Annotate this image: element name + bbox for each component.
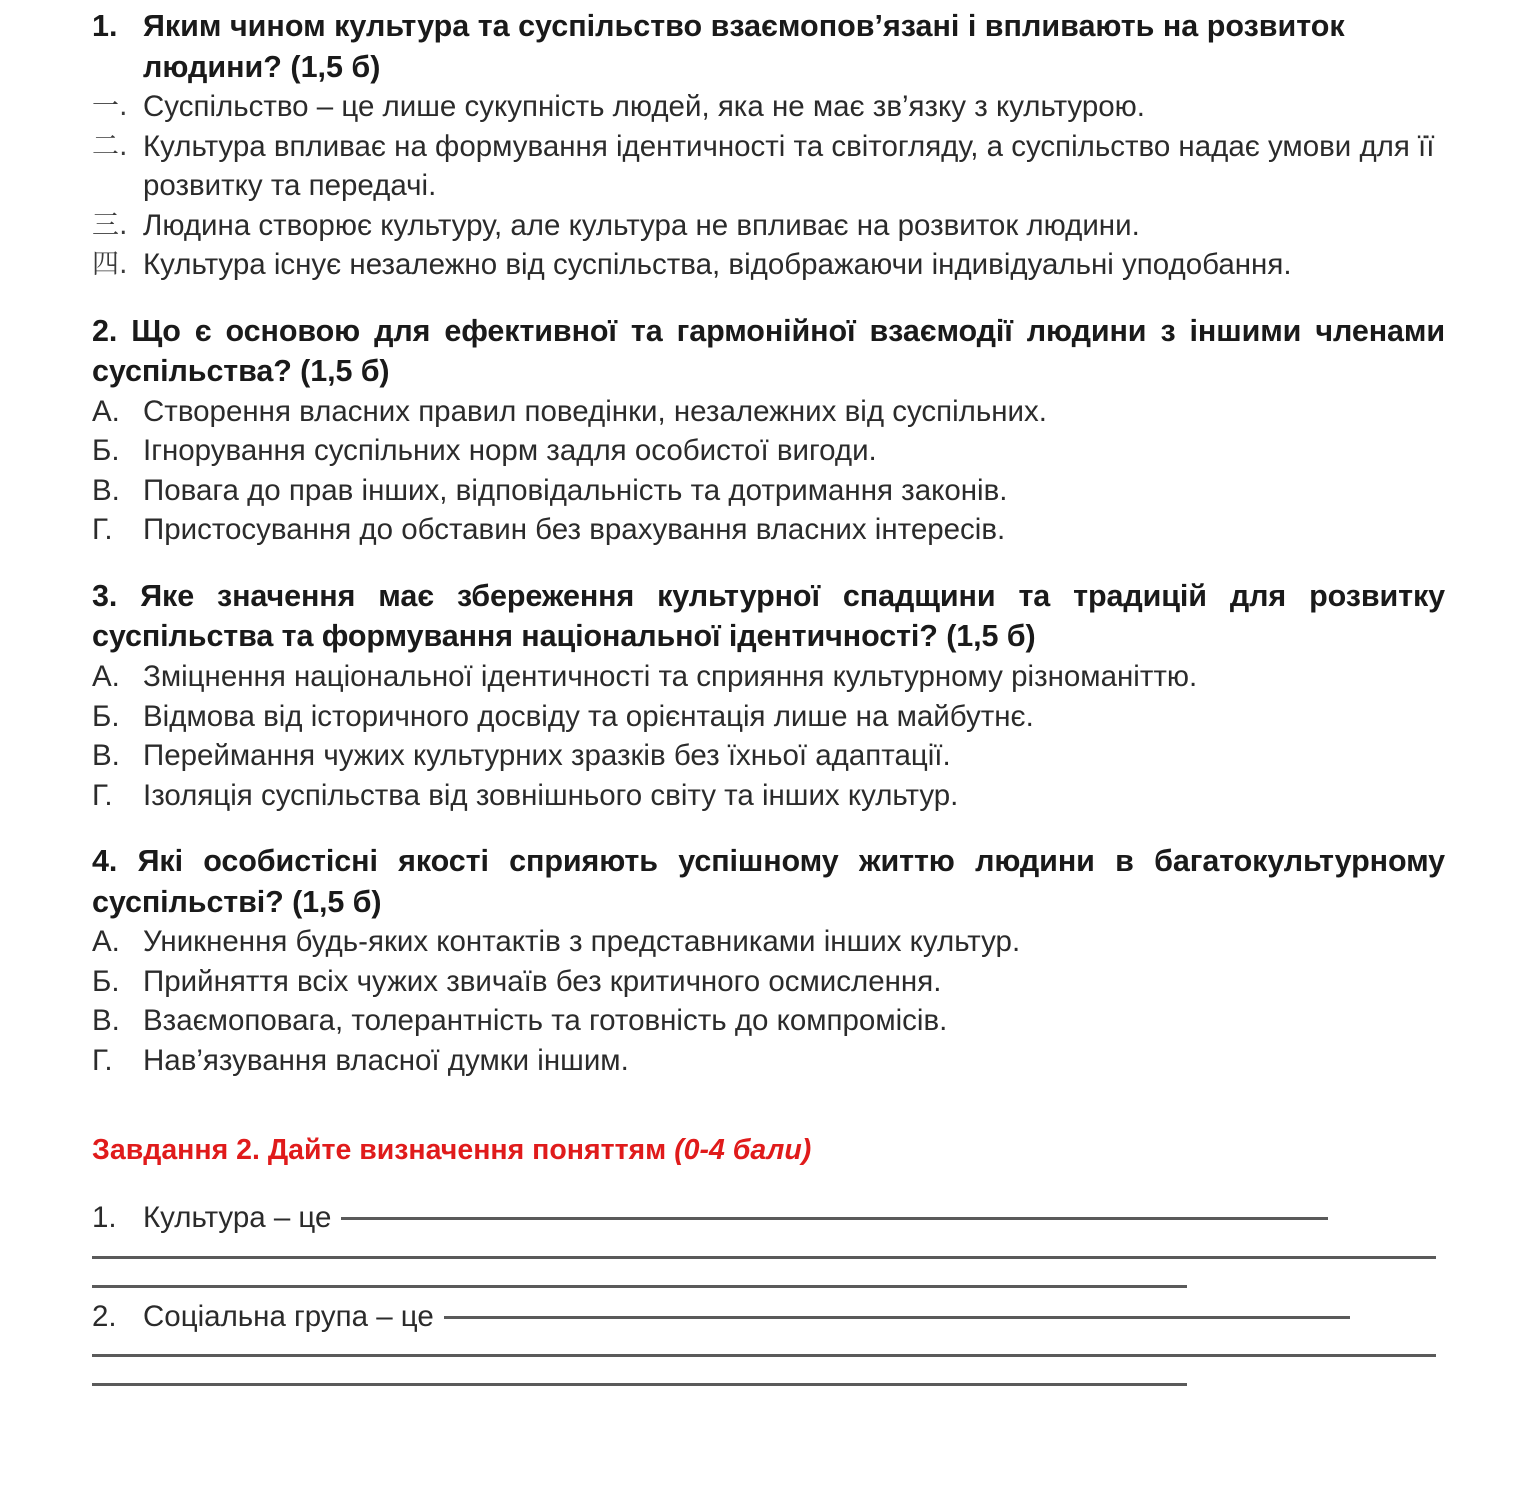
question-block-2 — [92, 311, 1445, 550]
option-marker: 三. — [92, 209, 128, 241]
question-2-options — [92, 392, 1445, 550]
option-label: Взаємоповага, толерантність та готовність до компромісів. — [143, 1004, 948, 1038]
option-label: Повага до прав інших, відповідальність та дотримання законів. — [143, 473, 1008, 507]
option-row[interactable] — [92, 431, 1445, 471]
question-1-number: 1. — [92, 9, 118, 43]
line-gap — [92, 1259, 1445, 1285]
option-marker: В. — [92, 473, 120, 507]
option-label: Створення власних правил поведінки, незалежних від суспільних. — [143, 394, 1047, 428]
option-label: Культура впливає на формування ідентичності та світогляду, а суспільство надає умови для її розвитку та передачі. — [143, 129, 1435, 203]
option-label: Зміцнення національної ідентичності та сприяння культурному різноманіттю. — [143, 660, 1198, 694]
option-marker: А. — [92, 394, 120, 428]
option-marker: Б. — [92, 964, 120, 998]
question-2-prompt: 2. Що є основою для ефективної та гармонійної взаємодії людини з іншими членами суспільства? (1,5 б) — [92, 313, 1445, 389]
question-block-3 — [92, 576, 1445, 815]
option-label: Відмова від історичного досвіду та орієнтація лише на майбутнє. — [143, 699, 1034, 733]
task-2-heading-points: (0-4 бали) — [674, 1134, 812, 1167]
option-row[interactable] — [92, 87, 1445, 127]
option-label: Пристосування до обставин без врахування власних інтересів. — [143, 513, 1006, 547]
option-row[interactable] — [92, 245, 1445, 285]
option-label: Людина створює культуру, але культура не впливає на розвиток людини. — [143, 208, 1140, 242]
definition-1-label: Культура – це — [143, 1201, 332, 1235]
question-3-prompt: 3. Яке значення має збереження культурної спадщини та традицій для розвитку суспільства та формування національної ідентичності? (1,5 б) — [92, 578, 1445, 654]
line-gap — [92, 1336, 1445, 1354]
option-row[interactable] — [92, 127, 1445, 206]
option-marker: 四. — [92, 249, 128, 281]
option-row[interactable] — [92, 510, 1445, 550]
question-4-prompt: 4. Які особистісні якості сприяють успішному життю людини в багатокультурному суспільстві? (1,5 б) — [92, 844, 1445, 919]
section-gap — [92, 1106, 1445, 1132]
definition-item-1 — [92, 1199, 1445, 1237]
option-marker: В. — [92, 1004, 120, 1038]
option-marker: Г. — [92, 778, 113, 812]
option-row[interactable] — [92, 1041, 1445, 1081]
question-block-4 — [92, 841, 1445, 1080]
option-marker: 一. — [92, 91, 128, 123]
option-marker: Г. — [92, 1043, 113, 1077]
option-label: Культура існує незалежно від суспільства, відображаючи індивідуальні уподобання. — [143, 248, 1292, 282]
definition-item-2 — [92, 1298, 1445, 1336]
answer-line[interactable] — [92, 1383, 1187, 1386]
option-marker: А. — [92, 925, 120, 959]
option-label: Суспільство – це лише сукупність людей, яка не має зв’язку з культурою. — [143, 90, 1145, 124]
question-block-1 — [92, 6, 1445, 285]
option-row[interactable] — [92, 776, 1445, 816]
option-marker: Г. — [92, 513, 113, 547]
option-row[interactable] — [92, 471, 1445, 511]
line-gap — [92, 1357, 1445, 1383]
option-marker: В. — [92, 739, 120, 773]
task-2-heading-main: Завдання 2. Дайте визначення поняттям — [92, 1134, 675, 1167]
option-label: Прийняття всіх чужих звичаїв без критичного осмислення. — [143, 964, 942, 998]
answer-line[interactable] — [444, 1316, 1350, 1319]
answer-line[interactable] — [341, 1217, 1328, 1220]
option-label: Ізоляція суспільства від зовнішнього світу та інших культур. — [143, 778, 959, 812]
option-label: Уникнення будь-яких контактів з представниками інших культур. — [143, 925, 1021, 959]
question-4-options — [92, 922, 1445, 1080]
task-2-heading — [92, 1132, 1445, 1169]
option-row[interactable] — [92, 206, 1445, 246]
option-row[interactable] — [92, 657, 1445, 697]
definition-1-number: 1. — [92, 1201, 117, 1235]
option-row[interactable] — [92, 1001, 1445, 1041]
line-gap — [92, 1238, 1445, 1256]
option-marker: А. — [92, 660, 120, 694]
option-row[interactable] — [92, 922, 1445, 962]
question-1-options — [92, 87, 1445, 285]
option-row[interactable] — [92, 392, 1445, 432]
option-marker: Б. — [92, 699, 120, 733]
option-label: Нав’язування власної думки іншим. — [143, 1043, 629, 1077]
definition-2-number: 2. — [92, 1299, 117, 1333]
question-3-options — [92, 657, 1445, 815]
option-marker: Б. — [92, 434, 120, 468]
option-label: Ігнорування суспільних норм задля особистої вигоди. — [143, 434, 877, 468]
definition-2-label: Соціальна група – це — [143, 1299, 434, 1333]
option-row[interactable] — [92, 736, 1445, 776]
option-row[interactable] — [92, 962, 1445, 1002]
question-1-prompt: Яким чином культура та суспільство взаємопов’язані і впливають на розвиток людини? (1,5 б) — [143, 9, 1345, 84]
question-1-heading-row — [92, 6, 1445, 87]
option-label: Переймання чужих культурних зразків без їхньої адаптації. — [143, 739, 951, 773]
option-marker: 二. — [92, 130, 128, 162]
option-row[interactable] — [92, 697, 1445, 737]
line-gap — [92, 1288, 1445, 1298]
